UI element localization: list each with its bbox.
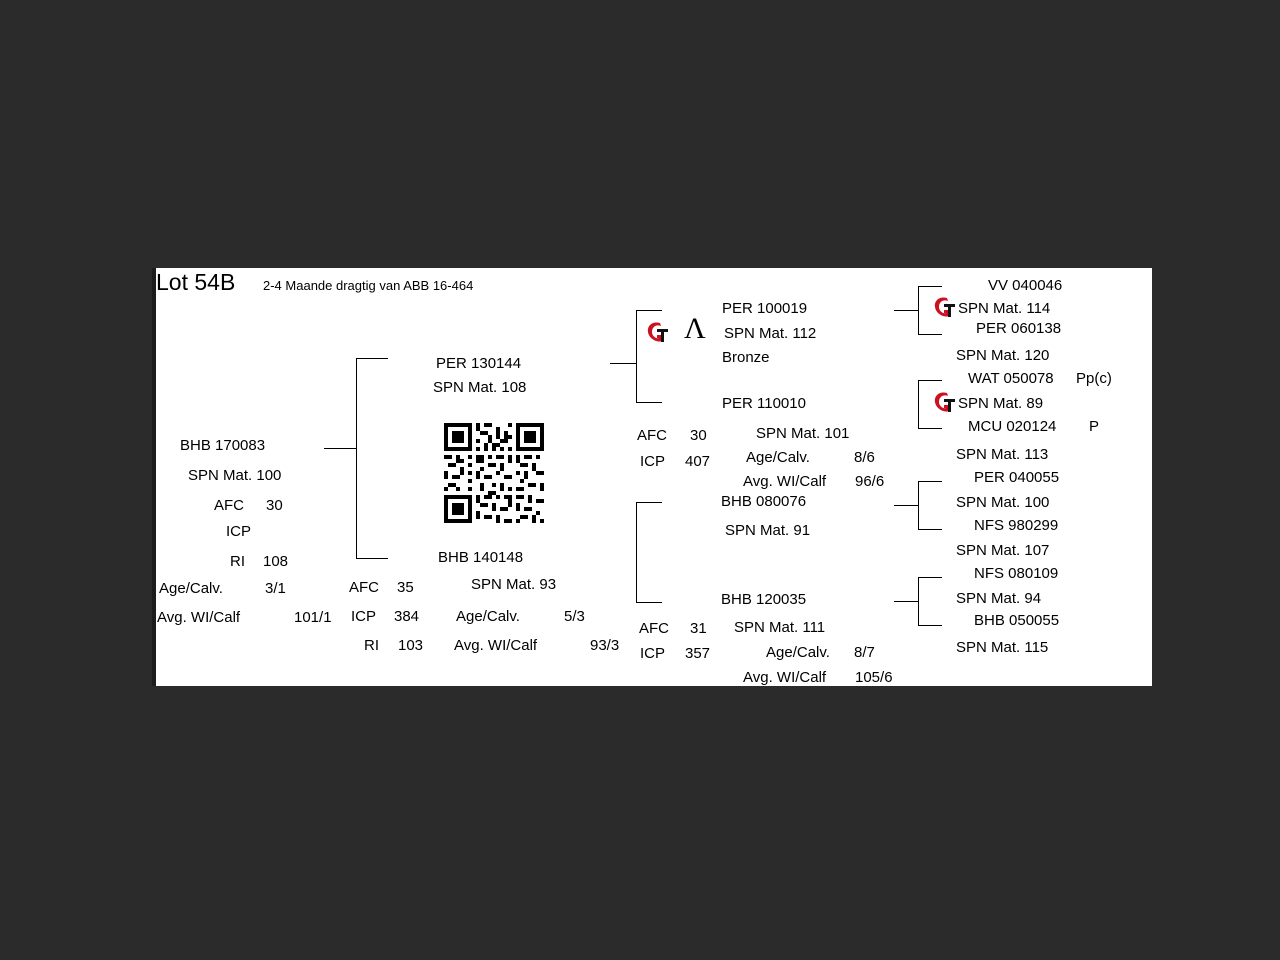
gg-ss1-dam: PER 060138 [976, 320, 1062, 337]
connector [324, 448, 356, 449]
gg-dd1-dam: BHB 050055 [974, 612, 1060, 629]
connector [918, 380, 919, 428]
animal-avgwi-label: Avg. WI/Calf [157, 609, 241, 626]
gg-ss2-spn-mat: SPN Mat. 120 [956, 347, 1050, 364]
gg-sd1-spn-mat: SPN Mat. 89 [958, 395, 1044, 412]
connector [636, 502, 637, 602]
sire-dam-agecalv-label: Age/Calv. [746, 449, 810, 466]
sire-dam-avgwi-value: 96/6 [855, 473, 885, 490]
connector [636, 310, 637, 402]
animal-afc-value: 30 [266, 497, 283, 514]
dam-dam-id: BHB 120035 [721, 591, 807, 608]
dam-avgwi-label: Avg. WI/Calf [454, 637, 538, 654]
gt-breeder-logo-icon [933, 391, 959, 415]
dam-dam-afc-value: 31 [690, 620, 707, 637]
dam-agecalv-value: 5/3 [564, 608, 585, 625]
qr-code-icon [444, 423, 544, 523]
dam-avgwi-value: 93/3 [590, 637, 620, 654]
dam-sire-id: BHB 080076 [721, 493, 807, 510]
gg-ss1-id: VV 040046 [988, 277, 1063, 294]
connector [894, 505, 918, 506]
connector [918, 428, 942, 429]
gg-dd1-spn-mat: SPN Mat. 94 [956, 590, 1042, 607]
sire-sire-note: Bronze [722, 349, 770, 366]
animal-ri-value: 108 [263, 553, 289, 570]
sire-dam-id: PER 110010 [722, 395, 806, 412]
gg-ss1-spn-mat: SPN Mat. 114 [958, 300, 1051, 317]
dam-dam-agecalv-label: Age/Calv. [766, 644, 830, 661]
dam-dam-spn-mat: SPN Mat. 111 [734, 619, 826, 636]
sire-afc-value: 30 [690, 427, 707, 444]
animal-agecalv-label: Age/Calv. [159, 580, 223, 597]
page-left-edge [128, 268, 152, 686]
dam-icp-label: ICP [351, 608, 377, 625]
animal-icp-label: ICP [226, 523, 252, 540]
sire-icp-value: 407 [685, 453, 711, 470]
animal-avgwi-value: 101/1 [294, 609, 332, 626]
pedigree-sheet [128, 268, 1152, 686]
dam-icp-value: 384 [394, 608, 420, 625]
sire-dam-agecalv-value: 8/6 [854, 449, 875, 466]
gg-sd2-spn-mat: SPN Mat. 113 [956, 446, 1049, 463]
subtitle: 2-4 Maande dragtig van ABB 16-464 [263, 278, 474, 293]
connector [894, 310, 918, 311]
sire-sire-spn-mat: SPN Mat. 112 [724, 325, 817, 342]
sire-icp-label: ICP [640, 453, 666, 470]
page-left-edge-inner [152, 268, 156, 686]
dam-id: BHB 140148 [438, 549, 524, 566]
gg-ds1-spn-mat: SPN Mat. 100 [956, 494, 1050, 511]
connector [918, 577, 919, 625]
animal-ri-label: RI [230, 553, 245, 570]
dam-afc-value: 35 [397, 579, 414, 596]
animal-id: BHB 170083 [180, 437, 266, 454]
sire-sire-id: PER 100019 [722, 300, 808, 317]
dam-dam-icp-value: 357 [685, 645, 711, 662]
sire-dam-spn-mat: SPN Mat. 101 [756, 425, 850, 442]
gg-ss2-dam: WAT 050078 [968, 370, 1054, 387]
gg-sd1-suffix: P [1089, 418, 1100, 435]
page-right-edge [1142, 268, 1152, 686]
connector [356, 358, 357, 558]
lambda-symbol-icon: Λ [684, 312, 706, 345]
dam-agecalv-label: Age/Calv. [456, 608, 520, 625]
gg-sd2-dam: PER 040055 [974, 469, 1060, 486]
connector [356, 358, 388, 359]
connector [918, 577, 942, 578]
connector [918, 625, 942, 626]
connector [918, 286, 942, 287]
dam-afc-label: AFC [349, 579, 379, 596]
dam-dam-avgwi-label: Avg. WI/Calf [743, 669, 827, 686]
gg-ds1-dam: NFS 980299 [974, 517, 1059, 534]
gg-ds2-dam: NFS 080109 [974, 565, 1059, 582]
animal-agecalv-value: 3/1 [265, 580, 286, 597]
gg-sd1-dam: MCU 020124 [968, 418, 1057, 435]
connector [636, 310, 662, 311]
gg-ds2-spn-mat: SPN Mat. 107 [956, 542, 1050, 559]
connector [918, 481, 942, 482]
dam-dam-agecalv-value: 8/7 [854, 644, 875, 661]
animal-afc-label: AFC [214, 497, 244, 514]
connector [610, 363, 636, 364]
connector [918, 529, 942, 530]
connector [918, 481, 919, 529]
sire-spn-mat: SPN Mat. 108 [433, 379, 527, 396]
sire-dam-avgwi-label: Avg. WI/Calf [743, 473, 827, 490]
connector [918, 286, 919, 334]
dam-spn-mat: SPN Mat. 93 [471, 576, 557, 593]
dam-ri-label: RI [364, 637, 379, 654]
page-title: Lot 54B [156, 269, 236, 295]
dam-dam-icp-label: ICP [640, 645, 666, 662]
sire-afc-label: AFC [637, 427, 667, 444]
connector [636, 402, 662, 403]
connector [918, 334, 942, 335]
animal-spn-mat: SPN Mat. 100 [188, 467, 282, 484]
connector [918, 380, 942, 381]
dam-sire-spn-mat: SPN Mat. 91 [725, 522, 811, 539]
gt-breeder-logo-icon [646, 321, 672, 345]
connector [356, 558, 388, 559]
gg-dd2-spn-mat: SPN Mat. 115 [956, 639, 1049, 656]
gg-ss2-suffix: Pp(c) [1076, 370, 1112, 387]
connector [636, 602, 662, 603]
connector [894, 601, 918, 602]
dam-ri-value: 103 [398, 637, 424, 654]
dam-dam-afc-label: AFC [639, 620, 669, 637]
gt-breeder-logo-icon [933, 296, 959, 320]
sire-id: PER 130144 [436, 355, 522, 372]
dam-dam-avgwi-value: 105/6 [855, 669, 893, 686]
connector [636, 502, 662, 503]
